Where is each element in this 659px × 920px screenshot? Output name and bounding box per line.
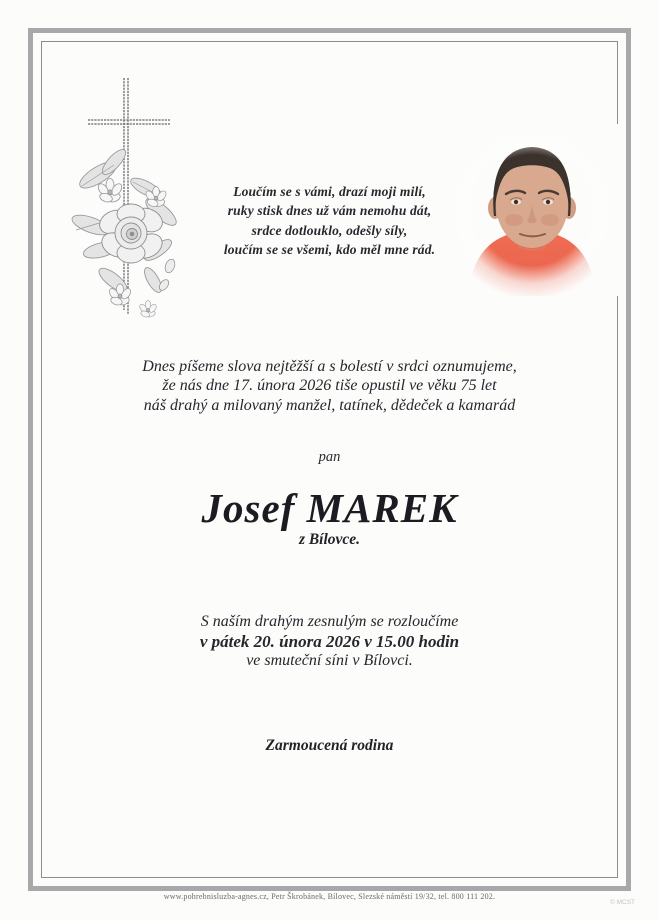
- announcement-line: náš drahý a milovaný manžel, tatínek, dědeček a kamarád: [143, 396, 516, 414]
- poem-line: srdce dotlouklo, odešly síly,: [251, 222, 408, 238]
- funeral-details: [0, 612, 659, 671]
- funeral-location: ve smuteční síni v Bílovci.: [246, 652, 413, 669]
- farewell-poem: [0, 182, 659, 259]
- announcement-line: že nás dne 17. února 2026 tiše opustil ve věku 75 let: [162, 377, 497, 395]
- honorific: pan: [318, 449, 341, 465]
- funeral-line: S naším drahým zesnulým se rozloučíme: [200, 613, 459, 630]
- poem-line: Loučím se s vámi, drazí moji milí,: [233, 184, 426, 199]
- closing-signature: Zarmoucená rodina: [265, 737, 394, 754]
- funeral-service-footer: www.pohrebnisluzba-agnes.cz, Petr Škrobánek, Bílovec, Slezské náměstí 19/32, tel. 800 111 202.: [163, 892, 496, 901]
- poem-line: loučím se se všemi, kdo měl mne rád.: [223, 241, 436, 257]
- funeral-datetime: v pátek 20. února 2026 v 15.00 hodin: [199, 631, 460, 651]
- deceased-name: Josef MAREK: [201, 485, 458, 531]
- poem-line: ruky stisk dnes už vám nemohu dát,: [227, 203, 432, 219]
- announcement-text: [0, 357, 659, 415]
- announcement-line: Dnes píšeme slova nejtěžší a s bolestí v srdci oznumujeme,: [142, 358, 517, 375]
- deceased-origin: z Bílovce.: [298, 531, 361, 548]
- print-credit: © MCST: [609, 899, 635, 906]
